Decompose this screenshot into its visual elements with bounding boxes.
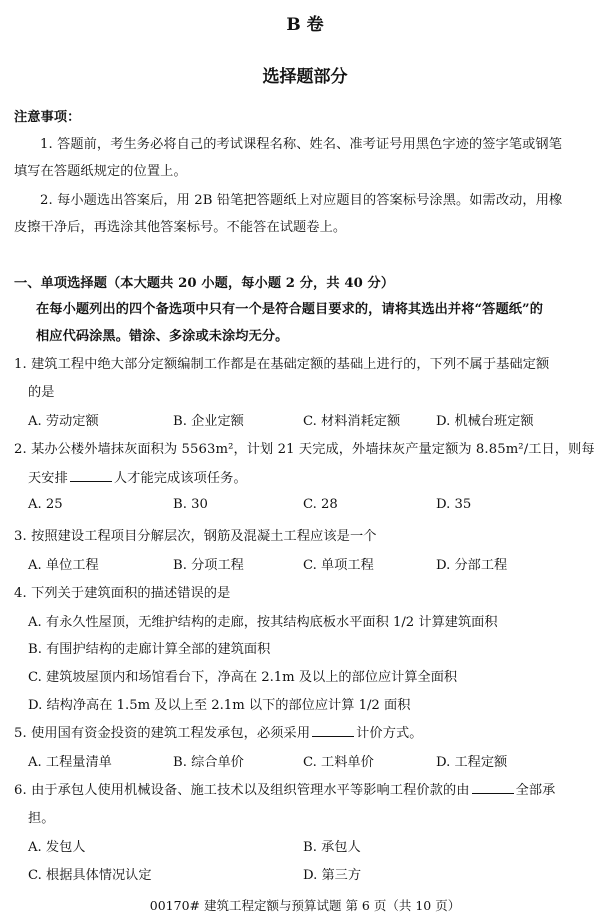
q6-stem-line-2: 担。 <box>28 811 55 826</box>
q1-stem-line-1: 1. 建筑工程中绝大部分定额编制工作都是在基础定额的基础上进行的，下列不属于基础定额 <box>14 357 550 372</box>
part1-heading: 一、单项选择题（本大题共 20 小题，每小题 2 分，共 40 分） <box>14 276 395 291</box>
q6-answer-blank <box>472 782 514 794</box>
notice-heading: 注意事项： <box>14 110 81 125</box>
q5-stem-pre: 5. 使用国有资金投资的建筑工程发承包，必须采用 <box>14 726 311 741</box>
q5-option-c: C. 工料单价 <box>303 755 374 770</box>
q4-option-a: A. 有永久性屋顶，无维护结构的走廊，按其结构底板水平面积 1/2 计算建筑面积 <box>28 615 498 630</box>
q4-stem-line-1: 4. 下列关于建筑面积的描述错误的是 <box>14 586 231 601</box>
q5-option-d: D. 工程定额 <box>436 755 508 770</box>
q1-option-c: C. 材料消耗定额 <box>303 414 401 429</box>
part1-instruction-line-2: 相应代码涂黑。错涂、多涂或未涂均无分。 <box>36 329 289 344</box>
q5-option-a: A. 工程量清单 <box>28 755 112 770</box>
section-title: 选择题部分 <box>262 67 348 87</box>
q6-stem-line-1 <box>14 779 555 798</box>
q1-option-d: D. 机械台班定额 <box>436 414 534 429</box>
notice-item-1-line-2: 填写在答题纸规定的位置上。 <box>14 164 187 179</box>
notice-item-2-line-2: 皮擦干净后，再选涂其他答案标号。不能答在试题卷上。 <box>14 220 347 235</box>
q6-option-c: C. 根据具体情况认定 <box>28 868 152 883</box>
q3-stem-line-1: 3. 按照建设工程项目分解层次，钢筋及混凝土工程应该是一个 <box>14 529 377 544</box>
volume-title: B 卷 <box>286 15 324 35</box>
q6-stem-pre: 6. 由于承包人使用机械设备、施工技术以及组织管理水平等影响工程价款的由 <box>14 783 470 798</box>
q2-stem-line-2 <box>28 467 247 486</box>
q4-option-c: C. 建筑坡屋顶内和场馆看台下，净高在 2.1m 及以上的部位应计算全面积 <box>28 670 458 685</box>
q3-option-c: C. 单项工程 <box>303 558 374 573</box>
q1-option-a: A. 劳动定额 <box>28 414 99 429</box>
q5-stem-post: 计价方式。 <box>356 726 423 741</box>
q3-option-a: A. 单位工程 <box>28 558 99 573</box>
q4-option-d: D. 结构净高在 1.5m 及以上至 2.1m 以下的部位应计算 1/2 面积 <box>28 698 411 713</box>
q1-option-b: B. 企业定额 <box>173 414 244 429</box>
q4-option-b: B. 有围护结构的走廊计算全部的建筑面积 <box>28 642 271 657</box>
q2-stem-line-2-pre: 天安排 <box>28 471 68 486</box>
notice-item-1-line-1: 1. 答题前，考生务必将自己的考试课程名称、姓名、准考证号用黑色字迹的签字笔或钢笔 <box>40 137 562 152</box>
q6-option-b: B. 承包人 <box>303 840 361 855</box>
q3-option-d: D. 分部工程 <box>436 558 508 573</box>
q2-stem-line-2-post: 人才能完成该项任务。 <box>113 471 247 486</box>
q5-answer-blank <box>312 725 354 737</box>
page-footer: 00170# 建筑工程定额与预算试题 第 6 页（共 10 页） <box>149 898 461 913</box>
q3-option-b: B. 分项工程 <box>173 558 244 573</box>
q2-stem-line-1: 2. 某办公楼外墙抹灰面积为 5563m²，计划 21 天完成，外墙抹灰产量定额为 8.85m²/工日，则每 <box>14 442 595 457</box>
q5-stem-line-1 <box>14 722 423 741</box>
part1-instruction-line-1: 在每小题列出的四个备选项中只有一个是符合题目要求的，请将其选出并将“答题纸”的 <box>36 302 544 317</box>
q2-answer-blank <box>70 470 112 482</box>
notice-item-2-line-1: 2. 每小题选出答案后，用 2B 铅笔把答题纸上对应题目的答案标号涂黑。如需改动，用橡 <box>40 193 563 208</box>
q6-option-d: D. 第三方 <box>303 868 362 883</box>
q2-option-c: C. 28 <box>303 497 338 512</box>
q2-option-b: B. 30 <box>173 497 208 512</box>
q1-stem-line-2: 的是 <box>28 385 55 400</box>
q6-option-a: A. 发包人 <box>28 840 86 855</box>
q2-option-d: D. 35 <box>436 497 472 512</box>
q5-option-b: B. 综合单价 <box>173 755 244 770</box>
q6-stem-post: 全部承 <box>515 783 556 798</box>
q2-option-a: A. 25 <box>28 497 63 512</box>
